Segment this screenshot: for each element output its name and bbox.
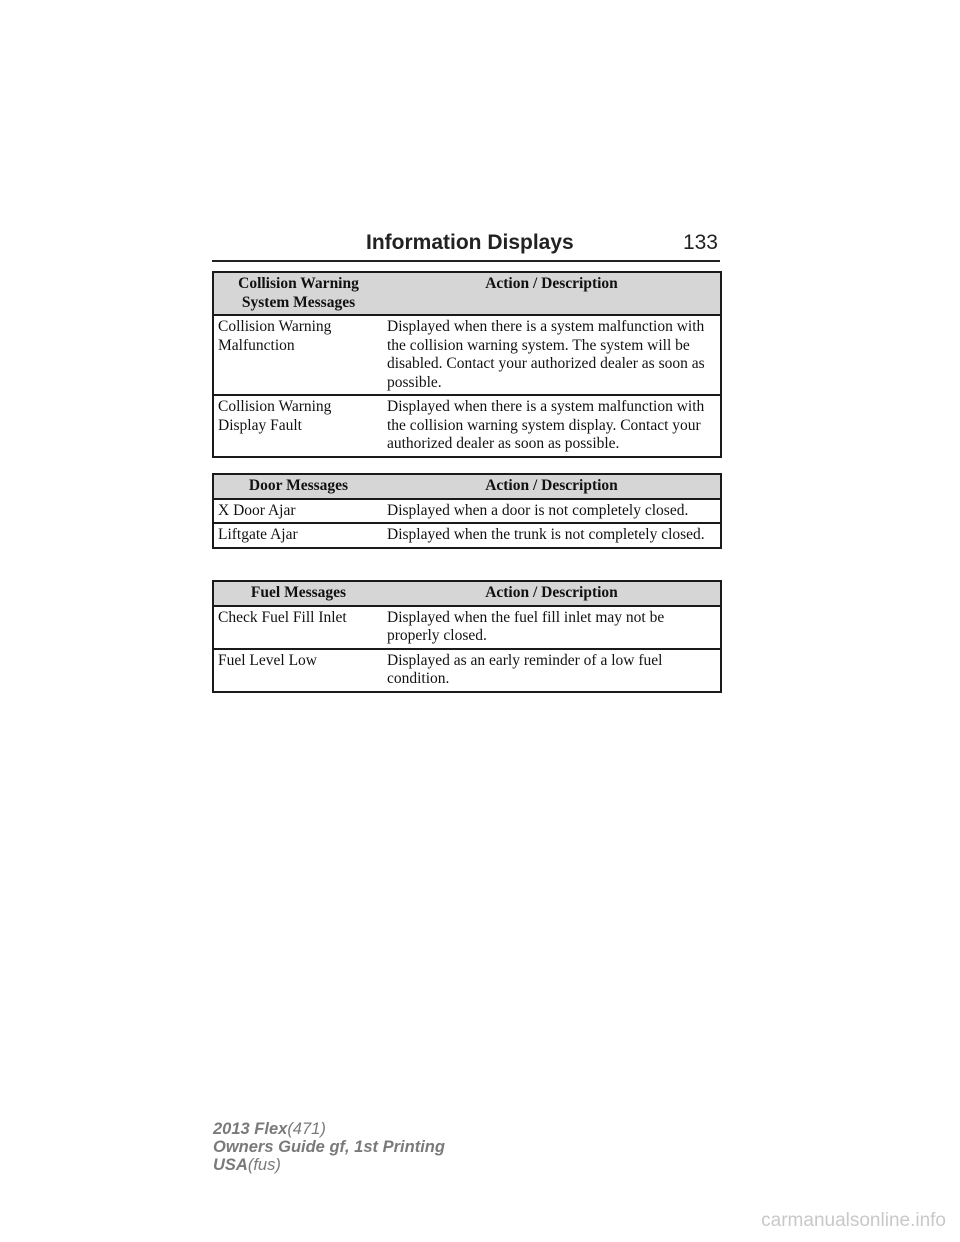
door-messages-table <box>212 473 722 549</box>
table-row <box>213 395 721 457</box>
page-number: 133 <box>682 231 718 254</box>
collision-warning-messages-table <box>212 271 722 458</box>
message-cell: Collision Warning Display Fault <box>213 395 383 457</box>
footer-line-guide <box>213 1138 445 1156</box>
column-header-action: Action / Description <box>383 272 721 315</box>
description-cell: Displayed when a door is not completely closed. <box>383 499 721 524</box>
column-header-message: Door Messages <box>213 474 383 499</box>
watermark: carmanualsonline.info <box>761 1210 946 1231</box>
message-cell: Fuel Level Low <box>213 649 383 692</box>
footer-model: 2013 Flex <box>213 1120 288 1138</box>
footer-guide: Owners Guide gf, 1st Printing <box>213 1138 445 1156</box>
table-row <box>213 606 721 649</box>
footer-market-code: (fus) <box>247 1156 281 1174</box>
column-header-action: Action / Description <box>383 581 721 606</box>
message-cell: Liftgate Ajar <box>213 523 383 548</box>
footer-line-market <box>213 1156 445 1174</box>
description-cell: Displayed when there is a system malfunction with the collision warning system. The system will be disabled. Contact your authorized dealer as soon as possible. <box>383 315 721 395</box>
table-header-row <box>213 272 721 315</box>
message-cell: Collision Warning Malfunction <box>213 315 383 395</box>
table-row <box>213 315 721 395</box>
column-header-action: Action / Description <box>383 474 721 499</box>
description-cell: Displayed when there is a system malfunction with the collision warning system display. Contact your authorized dealer as soon as possible. <box>383 395 721 457</box>
description-cell: Displayed when the fuel fill inlet may not be properly closed. <box>383 606 721 649</box>
column-header-message: Collision Warning System Messages <box>213 272 383 315</box>
description-cell: Displayed when the trunk is not completely closed. <box>383 523 721 548</box>
table-row <box>213 523 721 548</box>
print-footer <box>213 1120 445 1174</box>
page-title: Information Displays <box>366 231 574 254</box>
table-header-row <box>213 581 721 606</box>
message-cell: Check Fuel Fill Inlet <box>213 606 383 649</box>
footer-market: USA <box>213 1156 248 1174</box>
page-header <box>212 230 720 262</box>
footer-model-code: (471) <box>287 1120 326 1138</box>
column-header-message: Fuel Messages <box>213 581 383 606</box>
table-row <box>213 649 721 692</box>
table-row <box>213 499 721 524</box>
description-cell: Displayed as an early reminder of a low fuel condition. <box>383 649 721 692</box>
fuel-messages-table <box>212 580 722 693</box>
footer-line-model <box>213 1120 445 1138</box>
message-cell: X Door Ajar <box>213 499 383 524</box>
table-header-row <box>213 474 721 499</box>
